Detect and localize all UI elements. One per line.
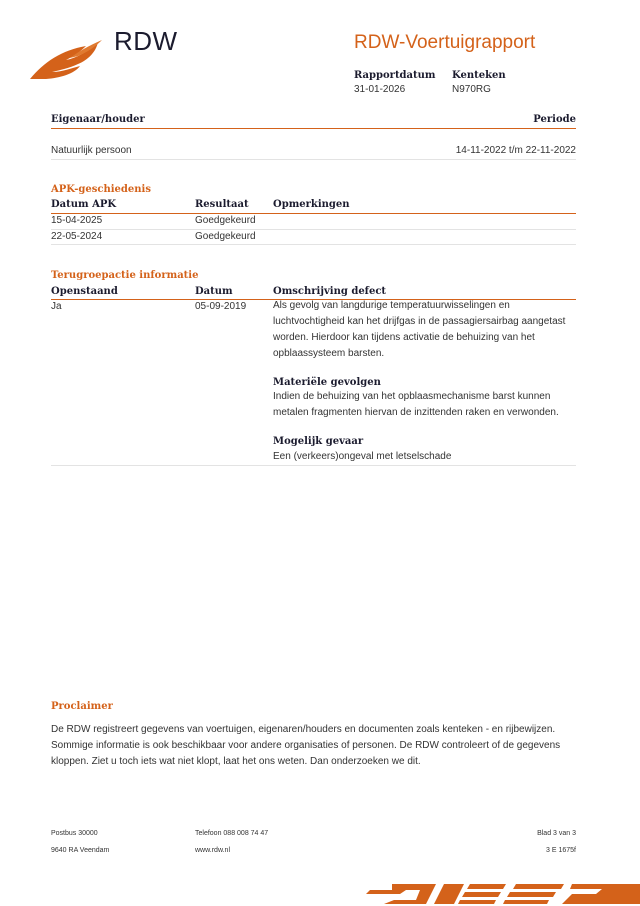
recall-col-defect: Omschrijving defect <box>273 286 387 297</box>
recall-col-date: Datum <box>195 286 233 297</box>
defect-line: Als gevolg van langdurige temperatuurwisselingen en <box>273 300 510 311</box>
proclaimer-line: Sommige informatie is ook beschikbaar voor andere organisaties of personen. De RDW controleert of de gegevens <box>51 740 561 751</box>
recall-open-value: Ja <box>51 301 62 312</box>
defect-line: worden. Hierdoor kan tijdens activatie de behuizing van het <box>273 332 535 343</box>
apk-col-date: Datum APK <box>51 199 117 210</box>
consequences-text <box>273 389 583 421</box>
footer-website[interactable]: www.rdw.nl <box>195 847 231 854</box>
apk-header-divider <box>51 213 576 214</box>
period-value: 14-11-2022 t/m 22-11-2022 <box>455 145 576 156</box>
apk-row-date: 22-05-2024 <box>51 231 103 242</box>
recall-defect-text <box>273 298 583 362</box>
proclaimer-line: De RDW registreert gegevens van voertuigen, eigenaren/houders en documenten zoals kenteken - en rijbewijzen. <box>51 724 556 735</box>
apk-row-divider <box>51 229 576 230</box>
apk-col-remarks: Opmerkingen <box>273 199 350 210</box>
apk-row-date: 15-04-2025 <box>51 215 103 226</box>
proclaimer-line: kloppen. Ziet u toch iets wat niet klopt, laat het ons weten. Dan onderzoeken we dit. <box>51 756 421 767</box>
danger-title: Mogelijk gevaar <box>273 436 364 447</box>
proclaimer-title: Proclaimer <box>51 701 113 712</box>
logo-text: RDW <box>114 26 178 56</box>
consequences-title: Materiële gevolgen <box>273 377 381 388</box>
consequences-line: metalen fragmenten hiervan de inzittenden raken en verwonden. <box>273 407 559 418</box>
apk-row-result: Goedgekeurd <box>195 215 256 226</box>
apk-section-title: APK-geschiedenis <box>51 184 151 195</box>
report-date: 31-01-2026 <box>354 84 406 95</box>
recall-row-divider <box>51 465 576 466</box>
apk-row-result: Goedgekeurd <box>195 231 256 242</box>
defect-line: opblaassysteem barsten. <box>273 348 385 359</box>
recall-section-title: Terugroepactie informatie <box>51 270 199 281</box>
owner-divider <box>51 128 576 129</box>
plate-value: N970RG <box>452 84 491 95</box>
proclaimer-text <box>51 722 591 770</box>
rdw-wing-logo-icon <box>30 38 104 82</box>
plate-label: Kenteken <box>452 70 506 81</box>
owner-row-divider <box>51 159 576 160</box>
period-label: Periode <box>533 114 576 125</box>
apk-row-divider <box>51 244 576 245</box>
consequences-line: Indien de behuizing van het opblaasmechanisme barst kunnen <box>273 391 551 402</box>
footer-code: 3 E 1675f <box>546 847 576 854</box>
report-date-label: Rapportdatum <box>354 70 436 81</box>
rdw-speed-stripes-icon <box>366 880 640 906</box>
owner-label: Eigenaar/houder <box>51 114 145 125</box>
defect-line: luchtvochtigheid kan het drijfgas in de passagiersairbag aangetast <box>273 316 566 327</box>
danger-text: Een (verkeers)ongeval met letselschade <box>273 451 452 462</box>
footer-postcode: 9640 RA Veendam <box>51 847 110 854</box>
footer-postbus: Postbus 30000 <box>51 830 98 837</box>
footer-phone: Telefoon 088 008 74 47 <box>195 830 269 837</box>
recall-col-open: Openstaand <box>51 286 118 297</box>
owner-value: Natuurlijk persoon <box>51 145 132 156</box>
report-title: RDW-Voertuigrapport <box>354 32 536 53</box>
apk-col-result: Resultaat <box>195 199 249 210</box>
recall-date-value: 05-09-2019 <box>195 301 247 312</box>
footer-page-number: Blad 3 van 3 <box>537 830 576 837</box>
